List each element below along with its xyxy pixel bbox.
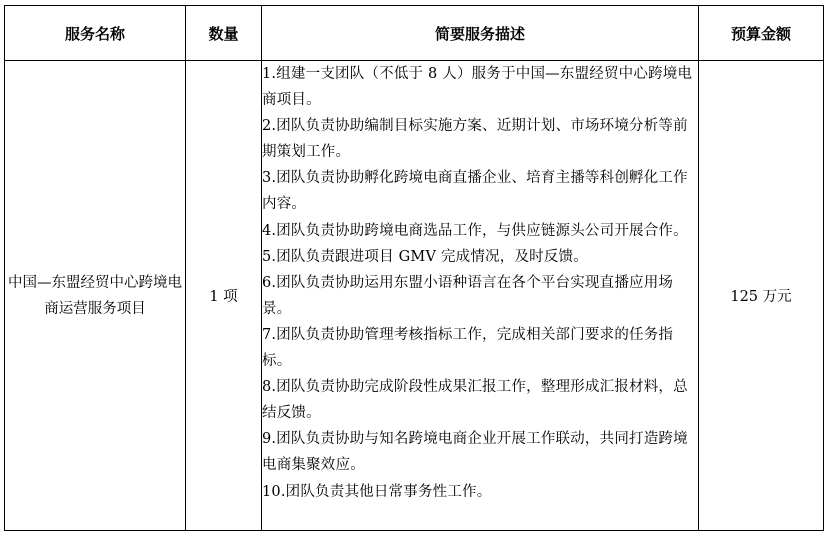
cell-description [262,61,699,531]
description-item-9: 9.团队负责协助与知名跨境电商企业开展工作联动，共同打造跨境电商集聚效应。 [262,431,688,474]
description-item-7: 7.团队负责协助管理考核指标工作，完成相关部门要求的任务指标。 [262,326,674,370]
description-item-4: 4.团队负责协助跨境电商选品工作，与供应链源头公司开展合作。 [262,222,688,239]
description-item-1: 1.组建一支团队（不低于 8 人）服务于中国—东盟经贸中心跨境电商项目。 [262,66,693,109]
description-item-2: 2.团队负责协助编制目标实施方案、近期计划、市场环境分析等前期策划工作。 [262,118,688,161]
description-item-6: 6.团队负责协助运用东盟小语种语言在各个平台实现直播应用场景。 [262,274,674,317]
table-row [5,61,824,531]
header-quantity: 数量 [186,6,262,61]
table-header-row [5,6,824,61]
description-item-8: 8.团队负责协助完成阶段性成果汇报工作，整理形成汇报材料，总结反馈。 [262,379,688,422]
service-table [4,5,824,531]
header-budget: 预算金额 [699,6,824,61]
description-item-3: 3.团队负责协助孵化跨境电商直播企业、培育主播等科创孵化工作内容。 [262,170,688,213]
header-service-name: 服务名称 [5,6,186,61]
cell-budget: 125 万元 [699,61,824,531]
description-item-5: 5.团队负责跟进项目 GMV 完成情况，及时反馈。 [262,248,588,265]
cell-quantity: 1 项 [186,61,262,531]
description-item-10: 10.团队负责其他日常事务性工作。 [262,483,492,500]
header-description: 简要服务描述 [262,6,699,61]
cell-service-name: 中国—东盟经贸中心跨境电商运营服务项目 [5,61,186,531]
